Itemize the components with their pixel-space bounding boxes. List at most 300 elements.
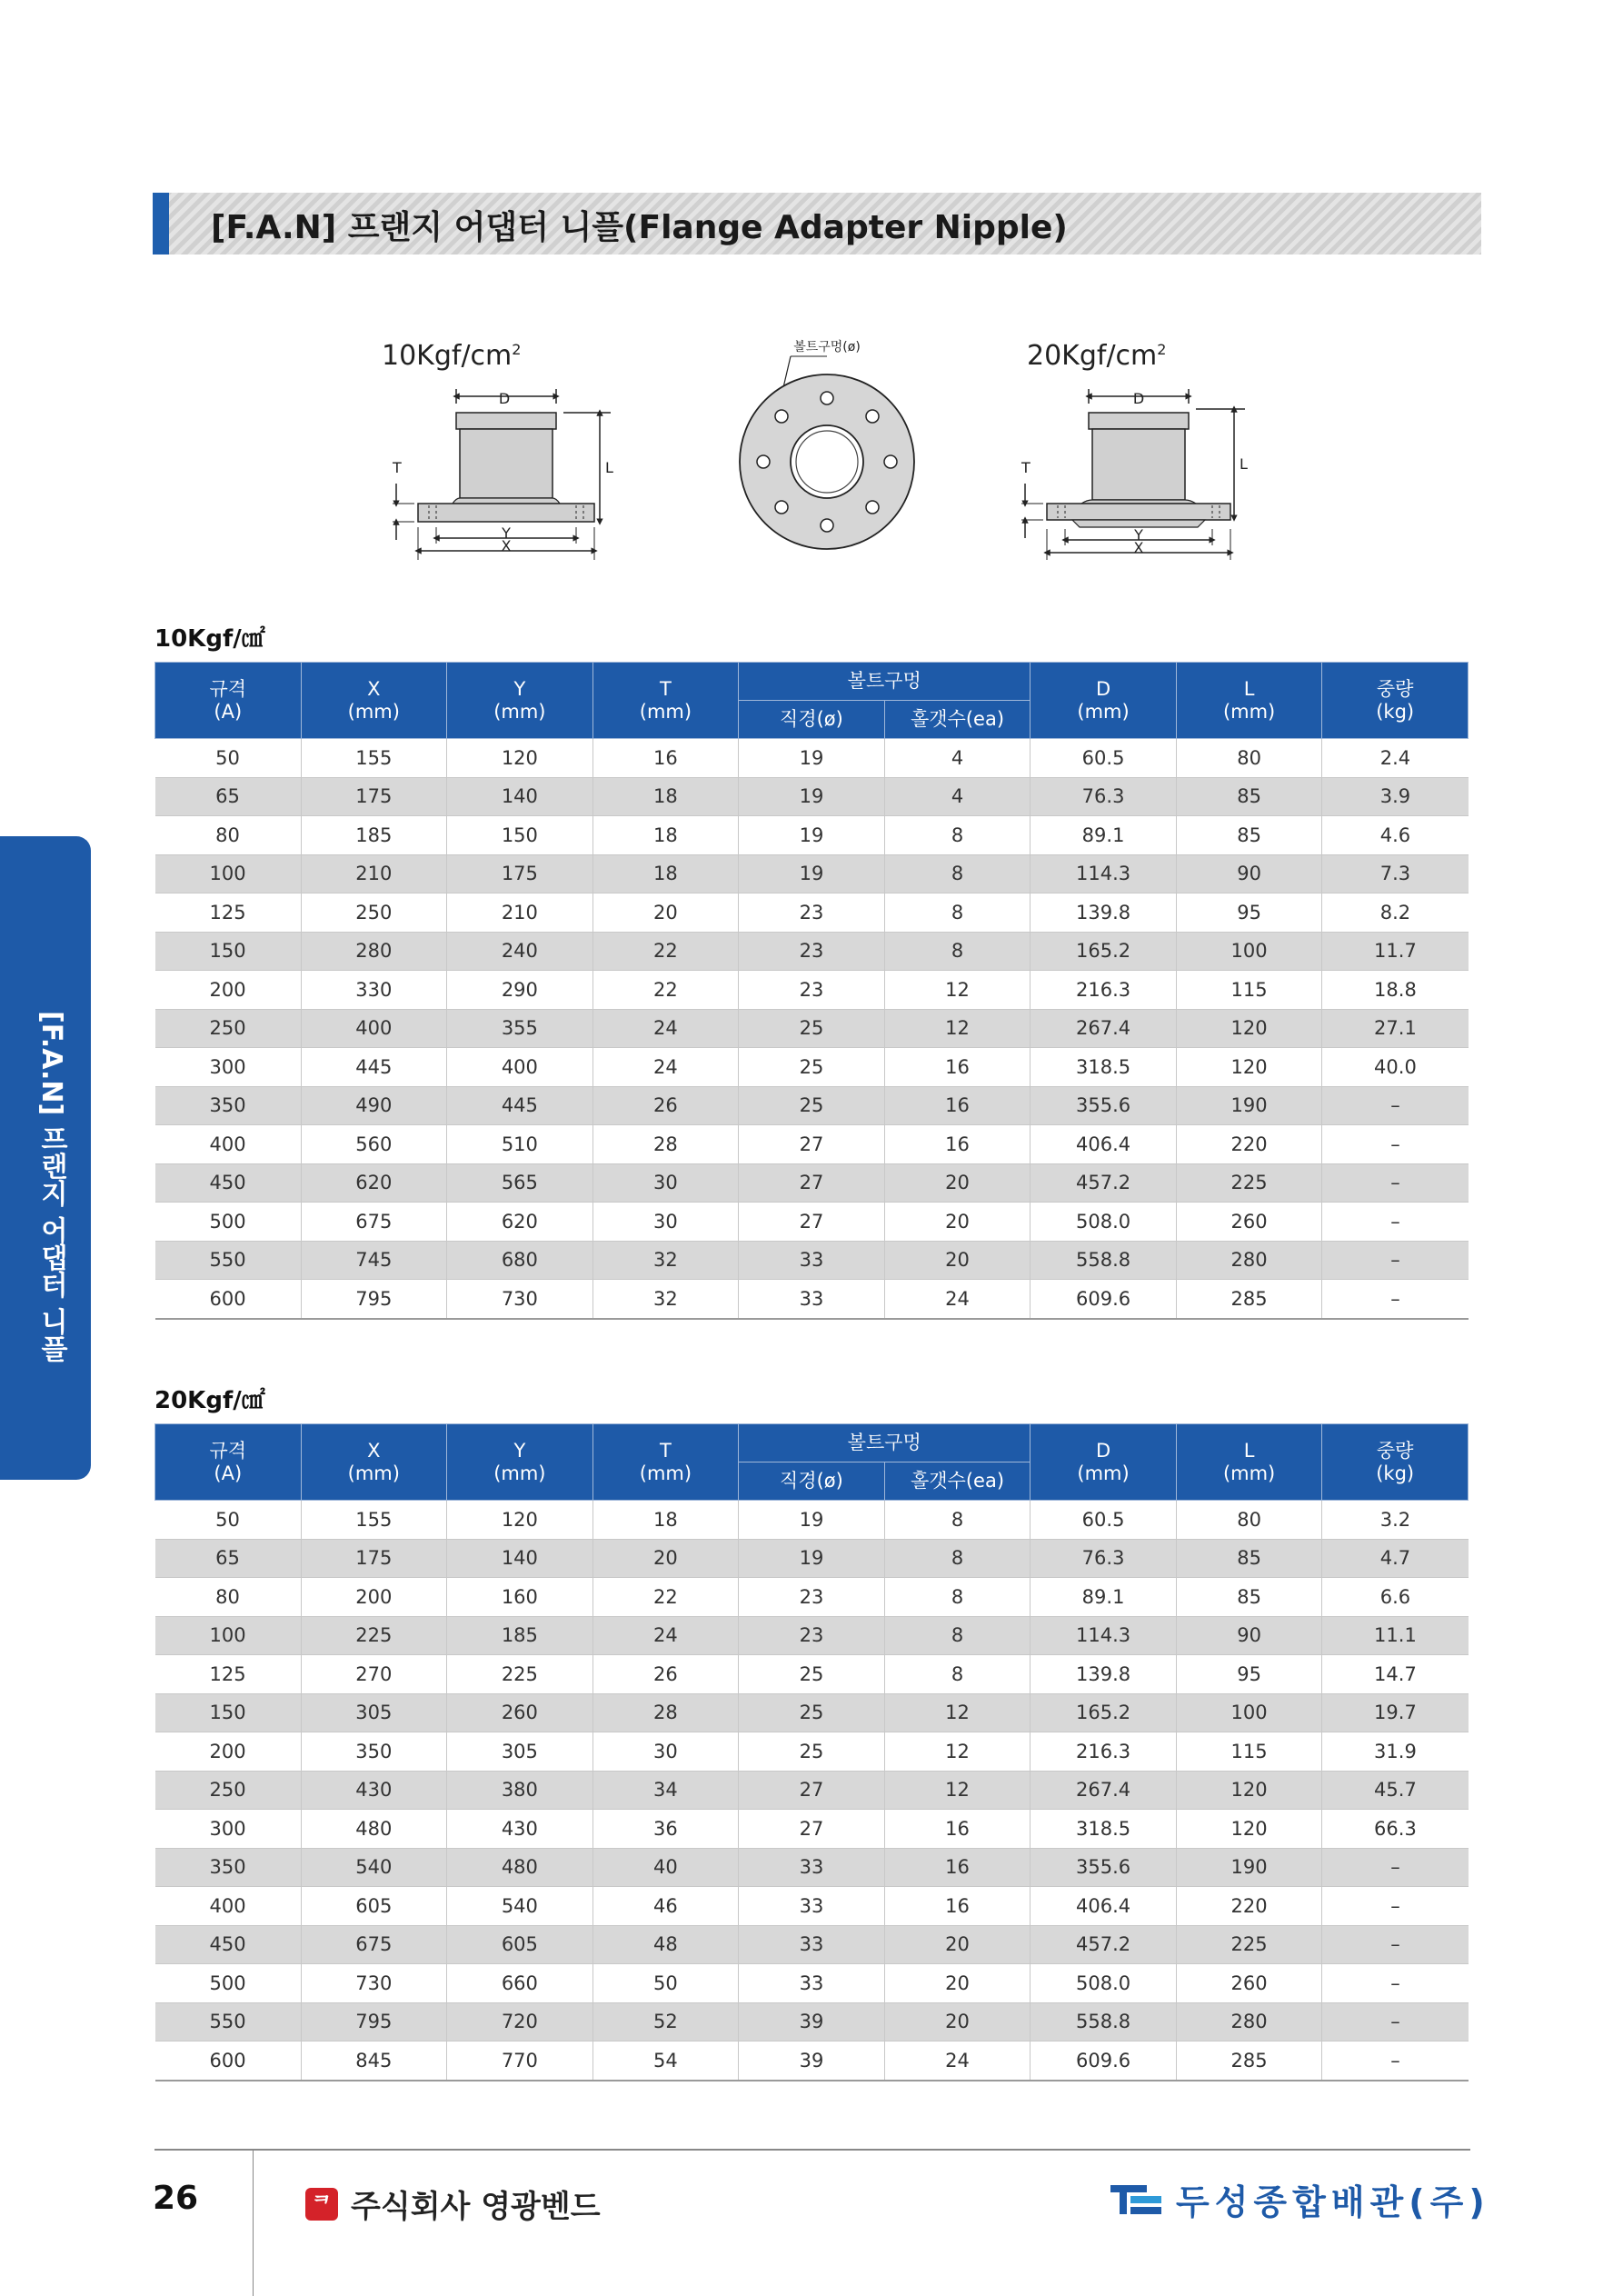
table-cell: 20	[884, 1241, 1031, 1280]
col-header-spec: 규격 (A)	[155, 663, 302, 739]
table-cell: 550	[155, 2002, 302, 2041]
table-cell: 20	[592, 893, 739, 933]
table-cell: 216.3	[1031, 971, 1177, 1010]
table-cell: 280	[1176, 1241, 1322, 1280]
table-cell: 25	[739, 1009, 885, 1048]
table-cell: 95	[1176, 1655, 1322, 1694]
table-cell: 8	[884, 1578, 1031, 1617]
table-row	[155, 1163, 1469, 1203]
table-cell: 12	[884, 1009, 1031, 1048]
table-cell: 26	[592, 1086, 739, 1125]
table-cell: 25	[739, 1655, 885, 1694]
table-cell: 165.2	[1031, 1693, 1177, 1732]
table-cell: 190	[1176, 1086, 1322, 1125]
table-cell: 175	[447, 854, 593, 893]
dim-d-label: D	[498, 390, 511, 407]
table-cell: 46	[592, 1887, 739, 1926]
side-view-diagram-10k	[382, 382, 618, 564]
table-cell: 139.8	[1031, 893, 1177, 933]
table-row	[155, 777, 1469, 816]
table-row	[155, 1887, 1469, 1926]
table-row	[155, 1009, 1469, 1048]
table-cell: 39	[739, 2041, 885, 2081]
table-cell: 8	[884, 1539, 1031, 1578]
table-cell: 18	[592, 777, 739, 816]
table-cell: 550	[155, 1241, 302, 1280]
table-cell: –	[1322, 1925, 1469, 1964]
table-row	[155, 1732, 1469, 1772]
table-cell: 290	[447, 971, 593, 1010]
table-cell: 200	[155, 1732, 302, 1772]
table-cell: 430	[447, 1810, 593, 1849]
table-cell: 25	[739, 1086, 885, 1125]
table-cell: 18.8	[1322, 971, 1469, 1010]
table-cell: 19	[739, 777, 885, 816]
table-cell: 120	[447, 1501, 593, 1540]
table-cell: 200	[155, 971, 302, 1010]
table-cell: 27	[739, 1125, 885, 1164]
table-cell: 3.9	[1322, 777, 1469, 816]
table-cell: 285	[1176, 2041, 1322, 2081]
table-cell: 508.0	[1031, 1964, 1177, 2003]
table-cell: 330	[301, 971, 447, 1010]
table-cell: 89.1	[1031, 1578, 1177, 1617]
svg-text:T: T	[1021, 459, 1031, 476]
bolt-hole-label: 볼트구멍(ø)	[793, 340, 861, 354]
col-header-y: Y (mm)	[447, 663, 593, 739]
table-cell: 19.7	[1322, 1693, 1469, 1732]
table-cell: 12	[884, 971, 1031, 1010]
table-row	[155, 1771, 1469, 1810]
svg-text:Y: Y	[1134, 526, 1143, 544]
company-right	[1107, 2174, 1490, 2224]
table-cell: 155	[301, 1501, 447, 1540]
table-cell: 19	[739, 1539, 885, 1578]
company-right-name: 두성종합배관(주)	[1176, 2182, 1490, 2222]
table-cell: 540	[447, 1887, 593, 1926]
table-row	[155, 2041, 1469, 2081]
table-row	[155, 1086, 1469, 1125]
table-cell: 50	[155, 739, 302, 778]
table-row	[155, 1203, 1469, 1242]
table-cell: 350	[301, 1732, 447, 1772]
table-cell: 355.6	[1031, 1086, 1177, 1125]
table-cell: 33	[739, 1925, 885, 1964]
table-cell: 39	[739, 2002, 885, 2041]
table-cell: 190	[1176, 1848, 1322, 1887]
table-cell: 115	[1176, 971, 1322, 1010]
table-row	[155, 1125, 1469, 1164]
table-cell: 11.1	[1322, 1616, 1469, 1655]
table-cell: 280	[301, 932, 447, 971]
table-cell: 120	[1176, 1771, 1322, 1810]
table-cell: 16	[592, 739, 739, 778]
table-cell: 210	[301, 854, 447, 893]
table-cell: 845	[301, 2041, 447, 2081]
table-cell: 350	[155, 1086, 302, 1125]
table-cell: 20	[592, 1539, 739, 1578]
side-tab-label: [F.A.N] 프랜지 어댑터 니플	[35, 1011, 67, 1363]
table-row	[155, 816, 1469, 855]
table-cell: 609.6	[1031, 2041, 1177, 2081]
table-cell: 620	[447, 1203, 593, 1242]
table-cell: 318.5	[1031, 1810, 1177, 1849]
table-cell: 80	[155, 816, 302, 855]
table-cell: 225	[1176, 1163, 1322, 1203]
table-cell: 165.2	[1031, 932, 1177, 971]
table-cell: 80	[1176, 1501, 1322, 1540]
col-header-bolt-dia: 직경(ø)	[739, 1462, 885, 1501]
table-cell: 558.8	[1031, 1241, 1177, 1280]
table-cell: 80	[155, 1578, 302, 1617]
diagram-left-label: $10Kgf/cm^2$	[382, 340, 522, 372]
table-cell: 8	[884, 1655, 1031, 1694]
table-cell: 120	[1176, 1048, 1322, 1087]
table-cell: 445	[301, 1048, 447, 1087]
table-cell: 54	[592, 2041, 739, 2081]
table-cell: 480	[447, 1848, 593, 1887]
table-cell: 175	[301, 1539, 447, 1578]
table-cell: 100	[155, 1616, 302, 1655]
table-cell: 27	[739, 1163, 885, 1203]
table-row	[155, 1280, 1469, 1319]
table-cell: 30	[592, 1163, 739, 1203]
table-cell: 4.7	[1322, 1539, 1469, 1578]
table-cell: 406.4	[1031, 1887, 1177, 1926]
table-cell: 540	[301, 1848, 447, 1887]
table-cell: 280	[1176, 2002, 1322, 2041]
table-cell: 150	[447, 816, 593, 855]
table-cell: 33	[739, 1848, 885, 1887]
table-cell: 3.2	[1322, 1501, 1469, 1540]
col-header-d: D (mm)	[1031, 1424, 1177, 1501]
table-cell: 140	[447, 777, 593, 816]
table-cell: 12	[884, 1732, 1031, 1772]
col-header-y: Y (mm)	[447, 1424, 593, 1501]
table-cell: 558.8	[1031, 2002, 1177, 2041]
section-label-20k: 20Kgf/㎠	[154, 1387, 265, 1414]
table-cell: –	[1322, 1203, 1469, 1242]
table-cell: 76.3	[1031, 1539, 1177, 1578]
table-cell: 450	[155, 1163, 302, 1203]
table-cell: 600	[155, 1280, 302, 1319]
table-cell: 16	[884, 1848, 1031, 1887]
table-row	[155, 739, 1469, 778]
table-cell: 100	[1176, 932, 1322, 971]
table-row	[155, 1616, 1469, 1655]
table-cell: 24	[884, 2041, 1031, 2081]
table-cell: 260	[1176, 1964, 1322, 2003]
table-cell: –	[1322, 1887, 1469, 1926]
table-cell: 85	[1176, 1578, 1322, 1617]
table-cell: –	[1322, 1280, 1469, 1319]
spec-table-10k	[154, 662, 1469, 1320]
company-right-logo-icon	[1107, 2180, 1165, 2220]
table-cell: 140	[447, 1539, 593, 1578]
table-cell: –	[1322, 1964, 1469, 2003]
table-cell: 33	[739, 1241, 885, 1280]
table-cell: 4.6	[1322, 816, 1469, 855]
table-cell: 8	[884, 893, 1031, 933]
table-cell: 16	[884, 1887, 1031, 1926]
col-header-x: X (mm)	[301, 663, 447, 739]
table-cell: 355	[447, 1009, 593, 1048]
table-cell: 19	[739, 854, 885, 893]
table-cell: 2.4	[1322, 739, 1469, 778]
table-cell: 267.4	[1031, 1771, 1177, 1810]
table-cell: 115	[1176, 1732, 1322, 1772]
dim-x-label: X	[501, 537, 512, 554]
table-cell: 8	[884, 932, 1031, 971]
table-cell: 22	[592, 1578, 739, 1617]
col-header-t: T (mm)	[592, 663, 739, 739]
table-cell: 8	[884, 1501, 1031, 1540]
table-cell: 508.0	[1031, 1203, 1177, 1242]
col-header-x: X (mm)	[301, 1424, 447, 1501]
table-cell: 500	[155, 1203, 302, 1242]
table-cell: 380	[447, 1771, 593, 1810]
side-view-diagram-20k	[1018, 382, 1254, 564]
table-cell: 16	[884, 1810, 1031, 1849]
table-cell: 185	[301, 816, 447, 855]
table-cell: 240	[447, 932, 593, 971]
table-cell: 66.3	[1322, 1810, 1469, 1849]
section-label-10k: 10Kgf/㎠	[154, 625, 265, 653]
company-left-name: 주식회사 영광벤드	[351, 2189, 601, 2225]
table-cell: 60.5	[1031, 1501, 1177, 1540]
dim-t-label: T	[393, 459, 402, 476]
table-cell: 23	[739, 932, 885, 971]
table-cell: 300	[155, 1048, 302, 1087]
table-row	[155, 893, 1469, 933]
table-cell: –	[1322, 2002, 1469, 2041]
table-cell: 28	[592, 1693, 739, 1732]
table-cell: 305	[301, 1693, 447, 1732]
table-cell: 20	[884, 1163, 1031, 1203]
table-cell: 40	[592, 1848, 739, 1887]
table-cell: 76.3	[1031, 777, 1177, 816]
table-cell: 95	[1176, 893, 1322, 933]
table-cell: 85	[1176, 1539, 1322, 1578]
table-cell: 675	[301, 1203, 447, 1242]
table-cell: 480	[301, 1810, 447, 1849]
table-cell: 660	[447, 1964, 593, 2003]
table-cell: 16	[884, 1048, 1031, 1087]
table-cell: 730	[447, 1280, 593, 1319]
company-left-logo-icon: ᄏ	[305, 2188, 338, 2221]
table-cell: 12	[884, 1693, 1031, 1732]
table-cell: 90	[1176, 854, 1322, 893]
table-cell: 450	[155, 1925, 302, 1964]
table-cell: 490	[301, 1086, 447, 1125]
table-cell: 52	[592, 2002, 739, 2041]
svg-text:L: L	[1240, 455, 1248, 473]
table-cell: 745	[301, 1241, 447, 1280]
table-cell: –	[1322, 1086, 1469, 1125]
table-cell: 16	[884, 1125, 1031, 1164]
table-cell: 285	[1176, 1280, 1322, 1319]
table-cell: 250	[155, 1771, 302, 1810]
table-cell: 23	[739, 1578, 885, 1617]
table-cell: 114.3	[1031, 854, 1177, 893]
table-cell: –	[1322, 1125, 1469, 1164]
table-cell: 90	[1176, 1616, 1322, 1655]
table-cell: 23	[739, 1616, 885, 1655]
table-cell: 220	[1176, 1887, 1322, 1926]
svg-text:D: D	[1132, 390, 1145, 407]
table-cell: 120	[1176, 1810, 1322, 1849]
table-cell: 250	[155, 1009, 302, 1048]
table-cell: 19	[739, 816, 885, 855]
table-cell: 675	[301, 1925, 447, 1964]
col-header-t: T (mm)	[592, 1424, 739, 1501]
table-row	[155, 1925, 1469, 1964]
table-cell: 40.0	[1322, 1048, 1469, 1087]
table-cell: 720	[447, 2002, 593, 2041]
table-cell: 45.7	[1322, 1771, 1469, 1810]
table-cell: 30	[592, 1203, 739, 1242]
table-row	[155, 1501, 1469, 1540]
table-cell: 139.8	[1031, 1655, 1177, 1694]
col-header-l: L (mm)	[1176, 1424, 1322, 1501]
table-cell: 150	[155, 1693, 302, 1732]
table-cell: 150	[155, 932, 302, 971]
table-cell: 457.2	[1031, 1925, 1177, 1964]
table-cell: 85	[1176, 816, 1322, 855]
table-cell: 795	[301, 1280, 447, 1319]
table-row	[155, 1578, 1469, 1617]
table-cell: 430	[301, 1771, 447, 1810]
table-cell: 23	[739, 971, 885, 1010]
table-cell: 114.3	[1031, 1616, 1177, 1655]
table-cell: 50	[155, 1501, 302, 1540]
table-cell: 318.5	[1031, 1048, 1177, 1087]
table-cell: 20	[884, 2002, 1031, 2041]
table-cell: –	[1322, 2041, 1469, 2081]
dim-l-label: L	[605, 459, 613, 476]
table-cell: 19	[739, 1501, 885, 1540]
table-cell: 60.5	[1031, 739, 1177, 778]
table-row	[155, 1539, 1469, 1578]
table-row	[155, 1810, 1469, 1849]
table-cell: 4	[884, 739, 1031, 778]
table-cell: 155	[301, 739, 447, 778]
table-cell: 65	[155, 777, 302, 816]
svg-text:X: X	[1133, 539, 1144, 556]
table-cell: 11.7	[1322, 932, 1469, 971]
table-cell: 27.1	[1322, 1009, 1469, 1048]
table-row	[155, 854, 1469, 893]
col-header-bolt: 볼트구멍	[739, 663, 1031, 701]
table-cell: 270	[301, 1655, 447, 1694]
table-cell: 600	[155, 2041, 302, 2081]
table-cell: 33	[739, 1280, 885, 1319]
col-header-weight: 중량 (kg)	[1322, 1424, 1469, 1501]
table-row	[155, 2002, 1469, 2041]
table-cell: 25	[739, 1732, 885, 1772]
col-header-spec: 규격 (A)	[155, 1424, 302, 1501]
table-cell: 355.6	[1031, 1848, 1177, 1887]
table-cell: 457.2	[1031, 1163, 1177, 1203]
table-row	[155, 1655, 1469, 1694]
table-cell: 305	[447, 1732, 593, 1772]
table-cell: 8	[884, 854, 1031, 893]
table-cell: 300	[155, 1810, 302, 1849]
table-cell: 216.3	[1031, 1732, 1177, 1772]
table-cell: 33	[739, 1964, 885, 2003]
table-row	[155, 971, 1469, 1010]
col-header-bolt-count: 홀갯수(ea)	[884, 701, 1031, 739]
table-cell: 34	[592, 1771, 739, 1810]
front-view-diagram	[718, 334, 936, 562]
table-cell: 565	[447, 1163, 593, 1203]
col-header-weight: 중량 (kg)	[1322, 663, 1469, 739]
table-cell: 20	[884, 1925, 1031, 1964]
table-cell: 605	[447, 1925, 593, 1964]
company-left	[305, 2181, 601, 2226]
table-cell: 25	[739, 1693, 885, 1732]
table-cell: 20	[884, 1964, 1031, 2003]
table-cell: 680	[447, 1241, 593, 1280]
table-cell: 12	[884, 1771, 1031, 1810]
table-row	[155, 1048, 1469, 1087]
table-cell: 27	[739, 1810, 885, 1849]
table-cell: 260	[447, 1693, 593, 1732]
table-cell: 20	[884, 1203, 1031, 1242]
col-header-d: D (mm)	[1031, 663, 1177, 739]
table-cell: –	[1322, 1163, 1469, 1203]
table-row	[155, 932, 1469, 971]
table-cell: 500	[155, 1964, 302, 2003]
table-cell: 445	[447, 1086, 593, 1125]
table-cell: 560	[301, 1125, 447, 1164]
table-cell: 175	[301, 777, 447, 816]
table-cell: 120	[1176, 1009, 1322, 1048]
table-cell: 210	[447, 893, 593, 933]
table-cell: 25	[739, 1048, 885, 1087]
table-cell: 89.1	[1031, 816, 1177, 855]
table-cell: 7.3	[1322, 854, 1469, 893]
col-header-l: L (mm)	[1176, 663, 1322, 739]
table-cell: 350	[155, 1848, 302, 1887]
table-cell: 6.6	[1322, 1578, 1469, 1617]
table-cell: 120	[447, 739, 593, 778]
table-cell: 400	[301, 1009, 447, 1048]
col-header-bolt-count: 홀갯수(ea)	[884, 1462, 1031, 1501]
table-cell: 160	[447, 1578, 593, 1617]
table-cell: 8	[884, 1616, 1031, 1655]
table-cell: 400	[447, 1048, 593, 1087]
table-cell: 125	[155, 1655, 302, 1694]
table-cell: 795	[301, 2002, 447, 2041]
table-cell: 18	[592, 816, 739, 855]
table-cell: 65	[155, 1539, 302, 1578]
table-cell: 770	[447, 2041, 593, 2081]
table-cell: –	[1322, 1848, 1469, 1887]
table-cell: 400	[155, 1125, 302, 1164]
table-cell: 220	[1176, 1125, 1322, 1164]
table-cell: 22	[592, 971, 739, 1010]
table-cell: 125	[155, 893, 302, 933]
table-cell: 26	[592, 1655, 739, 1694]
col-header-bolt-dia: 직경(ø)	[739, 701, 885, 739]
table-cell: 32	[592, 1241, 739, 1280]
table-cell: –	[1322, 1241, 1469, 1280]
table-cell: 4	[884, 777, 1031, 816]
table-cell: 185	[447, 1616, 593, 1655]
table-cell: 18	[592, 1501, 739, 1540]
table-cell: 267.4	[1031, 1009, 1177, 1048]
